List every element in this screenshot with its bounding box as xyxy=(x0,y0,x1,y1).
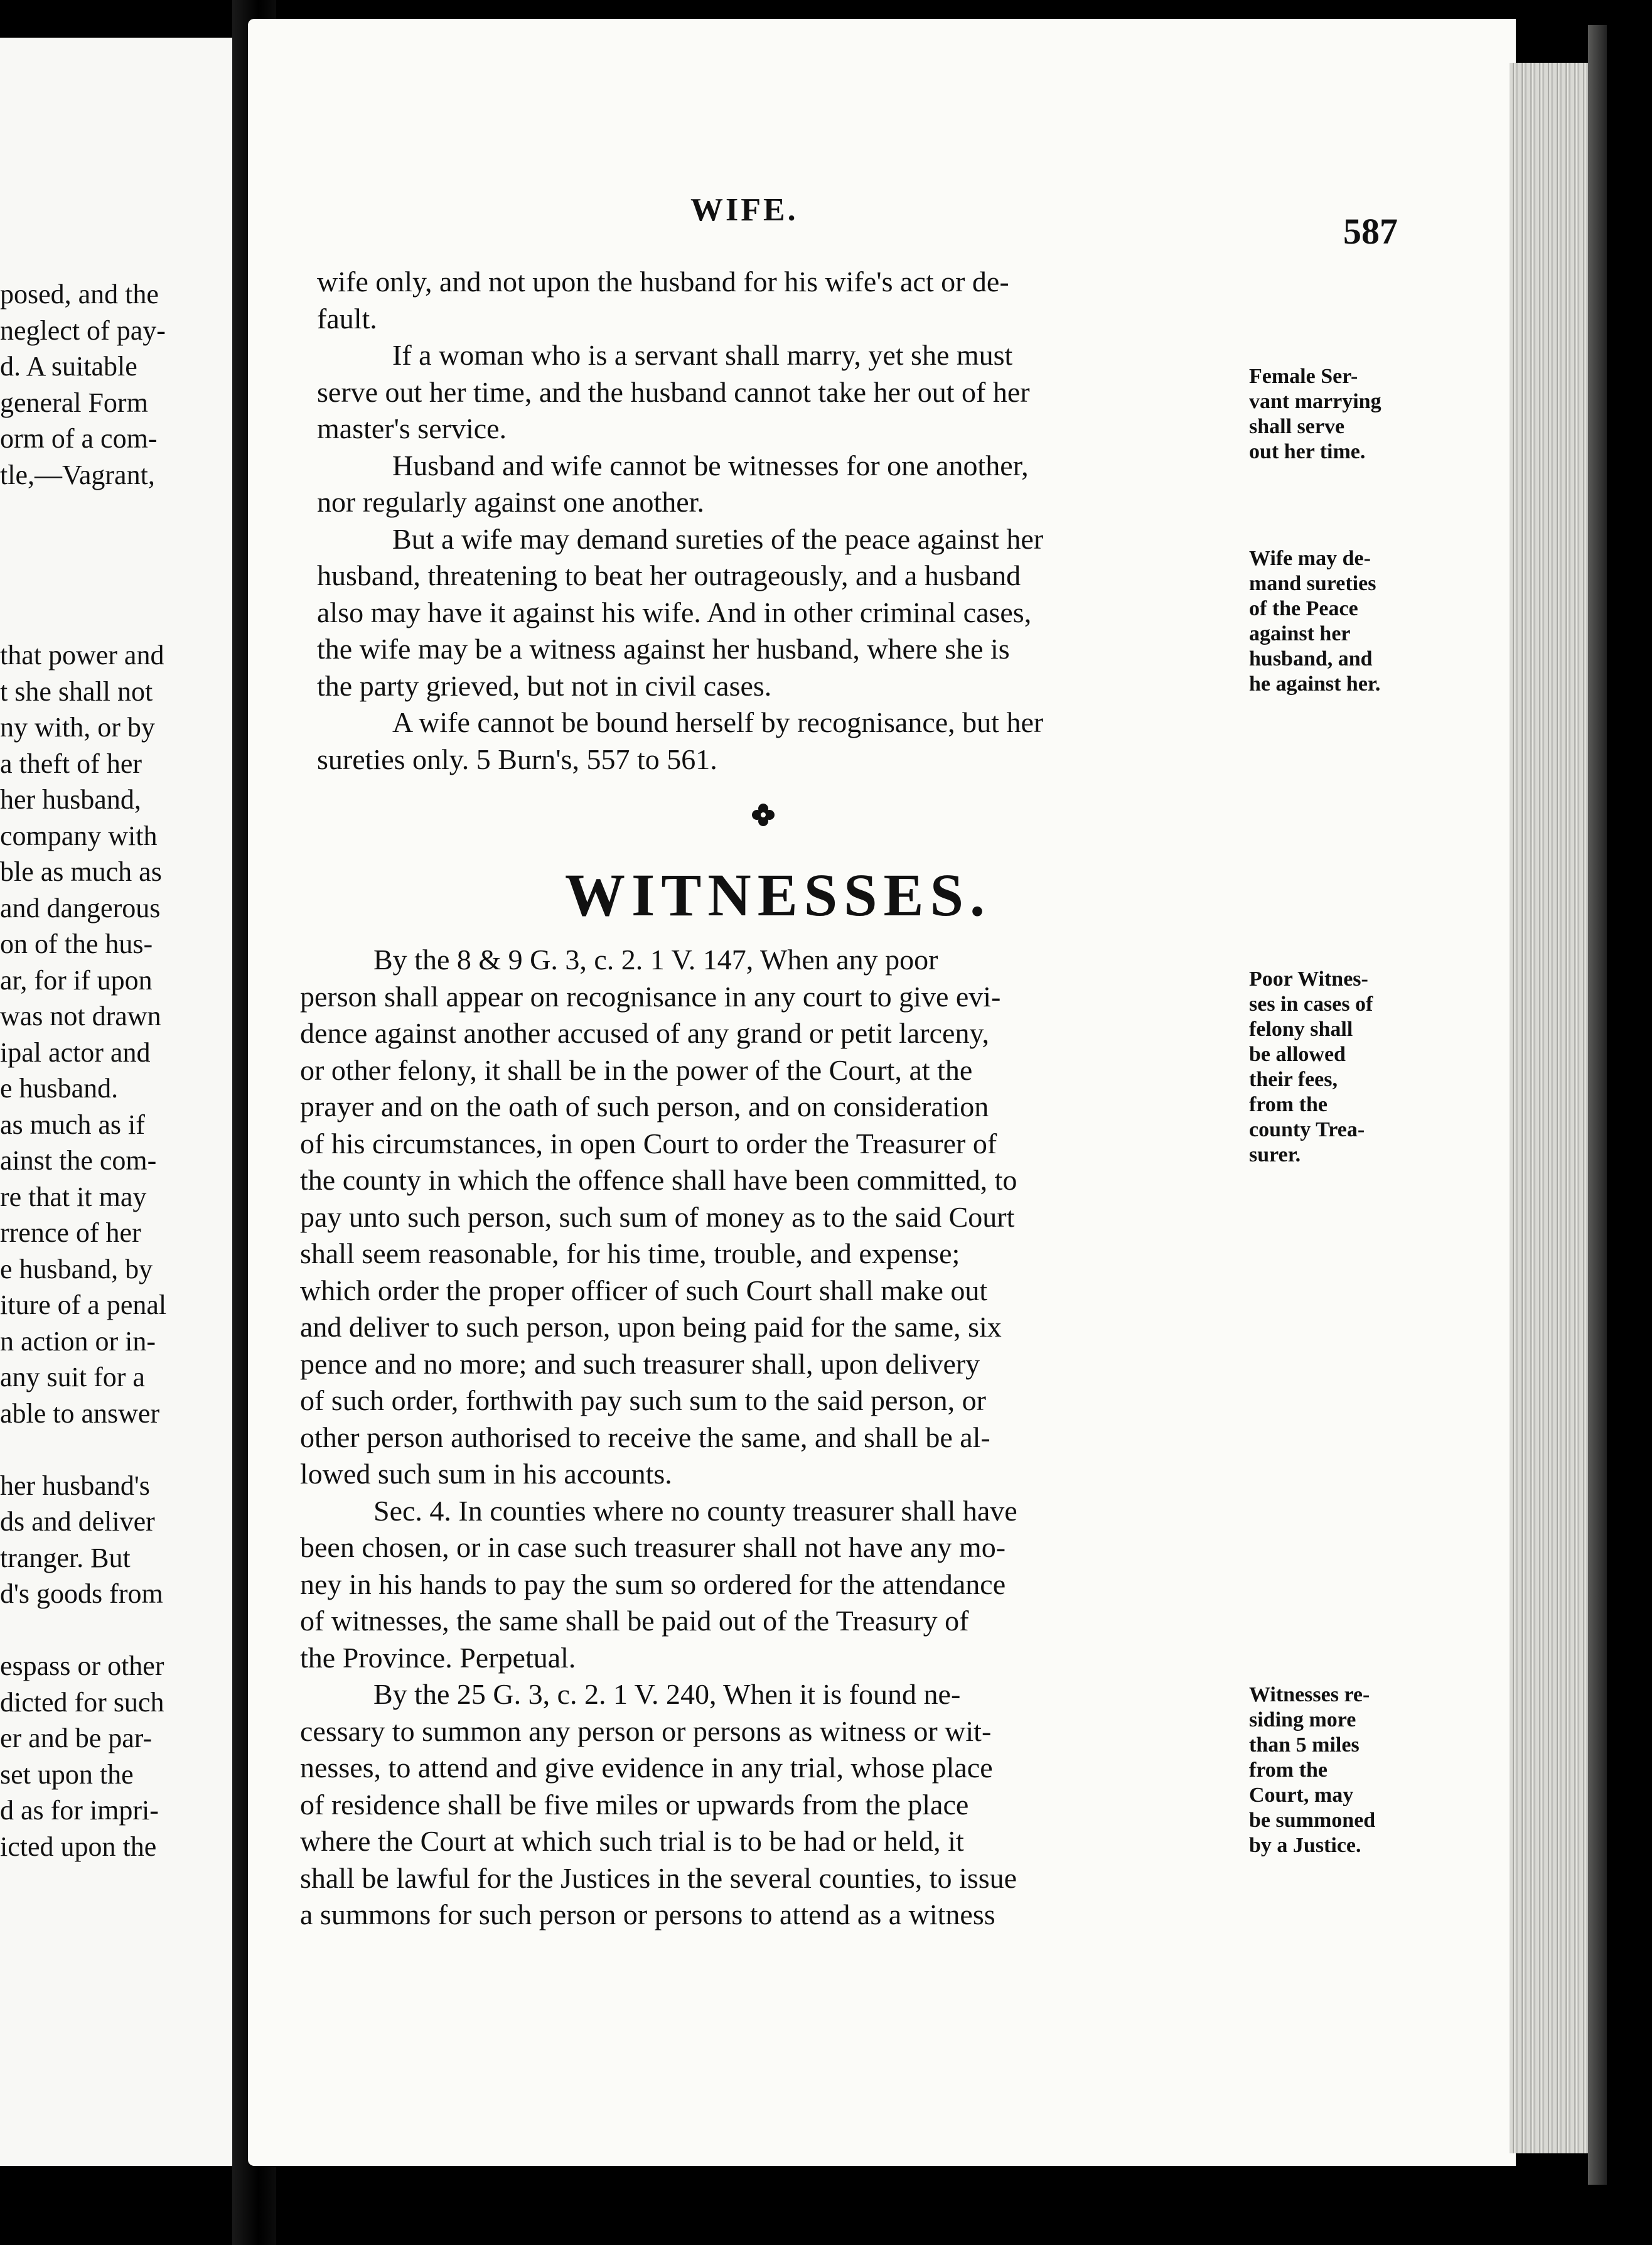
margin-note-line: surer. xyxy=(1249,1143,1301,1166)
text-line: been chosen, or in case such treasurer shall not have any mo- xyxy=(300,1531,1006,1563)
text-line: prayer and on the oath of such person, and on consideration xyxy=(300,1090,989,1122)
margin-note-line: against her xyxy=(1249,622,1351,645)
text-line: sureties only. 5 Burn's, 557 to 561. xyxy=(317,743,717,775)
text-line: shall seem reasonable, for his time, trouble, and expense; xyxy=(300,1237,960,1269)
text-line: the party grieved, but not in civil cases. xyxy=(317,669,772,702)
text-line: of residence shall be five miles or upwards from the place xyxy=(300,1788,969,1821)
text-line: e husband. xyxy=(0,1073,119,1104)
text-line: espass or other xyxy=(0,1650,164,1681)
text-line: tranger. But xyxy=(0,1542,131,1573)
text-line: iture of a penal xyxy=(0,1289,167,1320)
text-line: where the Court at which such trial is to be had or held, it xyxy=(300,1825,964,1857)
text-line: ar, for if upon xyxy=(0,964,153,996)
text-line: as much as if xyxy=(0,1109,145,1140)
text-line: lowed such sum in his accounts. xyxy=(300,1458,672,1490)
text-line: was not drawn xyxy=(0,1001,161,1031)
text-line: n action or in- xyxy=(0,1325,156,1357)
text-line: and dangerous xyxy=(0,892,161,923)
text-line: ipal actor and xyxy=(0,1036,151,1068)
text-line: that power and xyxy=(0,640,164,670)
page-stack-edges xyxy=(1510,63,1588,2153)
text-line: on of the hus- xyxy=(0,929,153,959)
fleuron-ornament-icon xyxy=(751,802,776,827)
text-line: her husband, xyxy=(0,784,141,815)
text-line: or other felony, it shall be in the power of the Court, at the xyxy=(300,1053,973,1086)
margin-note-line: their fees, xyxy=(1249,1068,1338,1091)
text-line: wife only, and not upon the husband for his wife's act or de- xyxy=(317,266,1009,298)
margin-note-line: be allowed xyxy=(1249,1043,1346,1066)
text-line: shall be lawful for the Justices in the several counties, to issue xyxy=(300,1861,1017,1894)
text-line: orm of a com- xyxy=(0,423,158,454)
book-cover-edge xyxy=(1588,25,1607,2185)
text-line: which order the proper officer of such Court shall make out xyxy=(300,1274,988,1306)
margin-note-line: felony shall xyxy=(1249,1018,1353,1041)
text-line: er and be par- xyxy=(0,1723,153,1753)
text-line: of witnesses, the same shall be paid out of the Treasury of xyxy=(300,1605,969,1637)
margin-note-line: from the xyxy=(1249,1758,1328,1782)
text-line: If a woman who is a servant shall marry, yet she must xyxy=(392,339,1013,371)
text-line: also may have it against his wife. And in other criminal cases, xyxy=(317,596,1032,628)
text-line: e husband, by xyxy=(0,1253,153,1284)
text-line: her husband's xyxy=(0,1470,150,1501)
margin-note-line: siding more xyxy=(1249,1708,1356,1731)
margin-note-line: he against her. xyxy=(1249,672,1381,696)
running-head: WIFE. xyxy=(690,192,798,228)
text-line: t she shall not xyxy=(0,676,153,707)
text-line: dicted for such xyxy=(0,1686,164,1718)
text-line: serve out her time, and the husband cannot take her out of her xyxy=(317,375,1030,408)
text-line: icted upon the xyxy=(0,1831,157,1862)
margin-note-line: by a Justice. xyxy=(1249,1834,1361,1857)
text-line: the Province. Perpetual. xyxy=(300,1641,576,1674)
text-line: the wife may be a witness against her husband, where she is xyxy=(317,633,1010,665)
text-line: dence against another accused of any grand or petit larceny, xyxy=(300,1017,989,1049)
text-line: d as for impri- xyxy=(0,1795,159,1826)
margin-note-line: ses in cases of xyxy=(1249,993,1373,1016)
page-number: 587 xyxy=(1343,211,1398,252)
text-line: ney in his hands to pay the sum so ordered for the attendance xyxy=(300,1568,1006,1600)
margin-note-line: than 5 miles xyxy=(1249,1733,1360,1757)
text-line: fault. xyxy=(317,302,377,335)
margin-note-line: Witnesses re- xyxy=(1249,1683,1370,1706)
text-line: A wife cannot be bound herself by recognisance, but her xyxy=(392,706,1044,738)
margin-note-line: out her time. xyxy=(1249,440,1366,463)
text-line: By the 8 & 9 G. 3, c. 2. 1 V. 147, When any poor xyxy=(373,944,938,976)
text-line: ds and deliver xyxy=(0,1506,155,1537)
text-line: neglect of pay- xyxy=(0,315,166,346)
text-line: posed, and the xyxy=(0,279,159,310)
text-line: ble as much as xyxy=(0,856,162,887)
margin-note-line: of the Peace xyxy=(1249,597,1358,620)
text-line: person shall appear on recognisance in any court to give evi- xyxy=(300,980,1001,1013)
section-heading: WITNESSES. xyxy=(565,861,991,929)
margin-note-line: from the xyxy=(1249,1093,1328,1116)
text-line: Sec. 4. In counties where no county treasurer shall have xyxy=(373,1494,1017,1527)
text-line: a summons for such person or persons to attend as a witness xyxy=(300,1898,995,1930)
text-line: re that it may xyxy=(0,1181,147,1212)
margin-note-line: Wife may de- xyxy=(1249,547,1371,570)
text-line: d. A suitable xyxy=(0,351,137,382)
text-line: Husband and wife cannot be witnesses for one another, xyxy=(392,449,1029,482)
text-line: rrence of her xyxy=(0,1217,141,1248)
text-line: other person authorised to receive the same, and shall be al- xyxy=(300,1421,990,1453)
text-line: nesses, to attend and give evidence in any trial, whose place xyxy=(300,1752,993,1784)
text-line: But a wife may demand sureties of the peace against her xyxy=(392,522,1044,555)
text-line: set upon the xyxy=(0,1758,134,1790)
margin-note-line: vant marrying xyxy=(1249,390,1381,413)
text-line: cessary to summon any person or persons as witness or wit- xyxy=(300,1715,992,1747)
margin-note-line: Poor Witnes- xyxy=(1249,967,1368,991)
text-line: master's service. xyxy=(317,412,507,444)
text-line: By the 25 G. 3, c. 2. 1 V. 240, When it is found ne- xyxy=(373,1678,961,1710)
text-line: of such order, forthwith pay such sum to the said person, or xyxy=(300,1384,986,1416)
text-line: pay unto such person, such sum of money as to the said Court xyxy=(300,1200,1015,1233)
margin-note-line: be summoned xyxy=(1249,1809,1376,1832)
margin-note-line: Female Ser- xyxy=(1249,365,1358,388)
margin-note-line: husband, and xyxy=(1249,647,1373,670)
text-line: tle,—Vagrant, xyxy=(0,459,155,490)
text-line: able to answer xyxy=(0,1397,160,1429)
left-page-fragment xyxy=(0,38,232,2166)
text-line: pence and no more; and such treasurer shall, upon delivery xyxy=(300,1347,980,1380)
text-line: ainst the com- xyxy=(0,1145,157,1176)
text-line: the county in which the offence shall have been committed, to xyxy=(300,1164,1017,1196)
margin-note-line: shall serve xyxy=(1249,415,1345,438)
text-line: of his circumstances, in open Court to order the Treasurer of xyxy=(300,1127,997,1160)
margin-note-line: county Trea- xyxy=(1249,1118,1365,1141)
text-line: any suit for a xyxy=(0,1362,145,1392)
text-line: a theft of her xyxy=(0,748,142,779)
text-line: d's goods from xyxy=(0,1578,163,1609)
margin-note-line: mand sureties xyxy=(1249,572,1376,595)
text-line: ny with, or by xyxy=(0,712,155,743)
margin-note-line: Court, may xyxy=(1249,1784,1354,1807)
text-line: and deliver to such person, upon being paid for the same, six xyxy=(300,1311,1002,1343)
text-line: general Form xyxy=(0,387,148,418)
text-line: husband, threatening to beat her outrageously, and a husband xyxy=(317,559,1021,591)
text-line: company with xyxy=(0,820,158,851)
text-line: nor regularly against one another. xyxy=(317,486,704,518)
